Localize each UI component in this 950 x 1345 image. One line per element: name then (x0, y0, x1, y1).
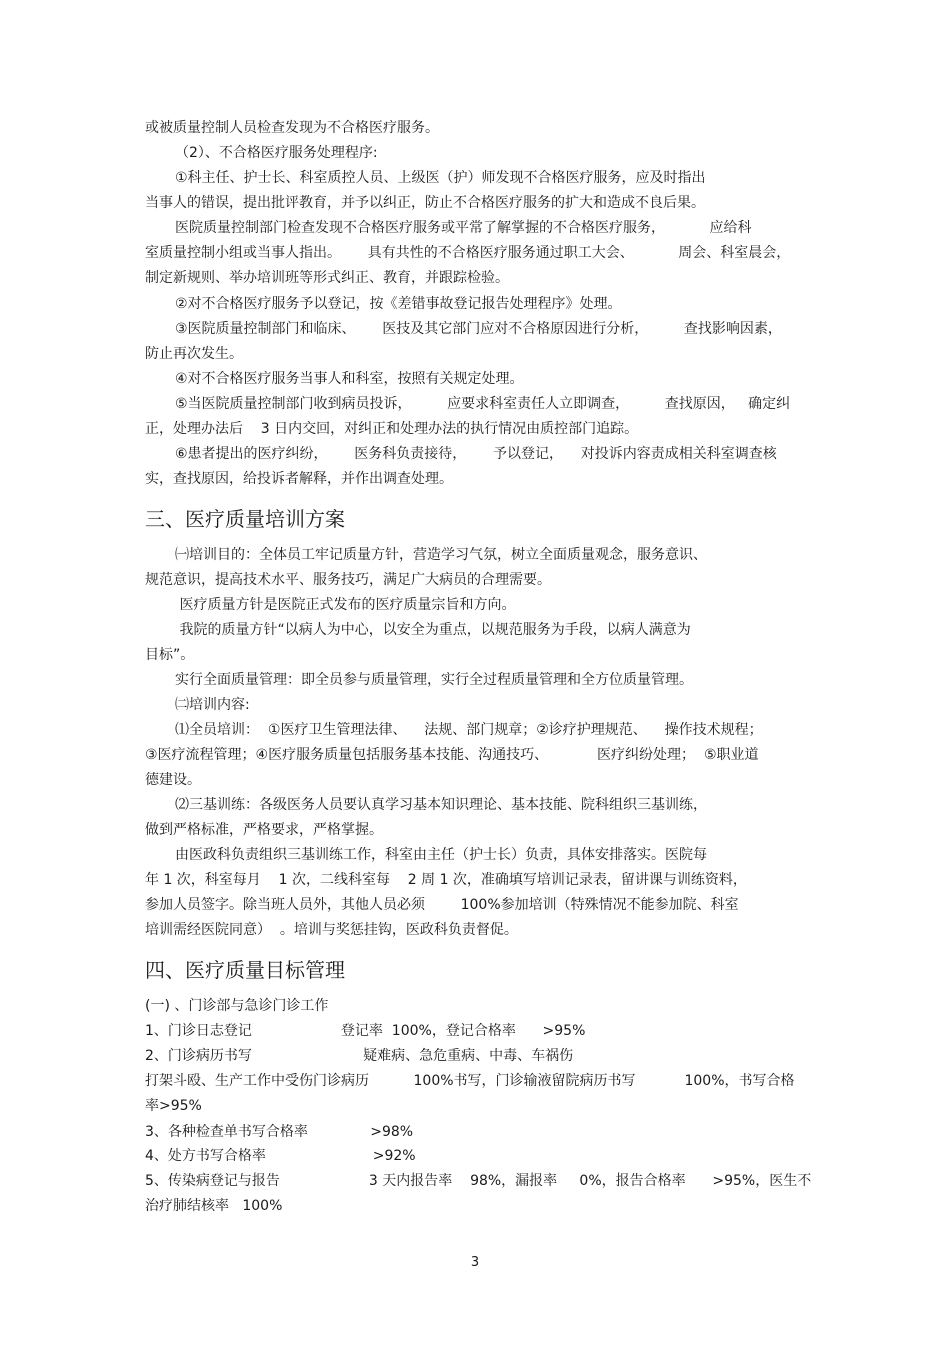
section-heading: 四、医疗质量目标管理 (145, 958, 345, 982)
text-line: ⑤当医院质量控制部门收到病员投诉， 应要求科室责任人立即调查， 查找原因， 确定纠 (175, 396, 791, 412)
text-line: 实行全面质量管理：即全员参与质量管理，实行全过程质量管理和全方位质量管理。 (175, 672, 693, 688)
text-line: ②对不合格医疗服务予以登记，按《差错事故登记报告处理程序》处理。 (175, 296, 622, 312)
text-line: 参加人员签字。除当班人员外，其他人员必须 100%参加培训（特殊情况不能参加院、科室 (145, 897, 739, 913)
text-line: （2）、不合格医疗服务处理程序: (175, 145, 378, 161)
text-line: 4、处方书写合格率 >92% (145, 1148, 416, 1164)
text-line: 5、传染病登记与报告 3 天内报告率 98%，漏报率 0%，报告合格率 >95%，医生不 (145, 1173, 812, 1189)
text-line: 当事人的错误，提出批评教育，并予以纠正，防止不合格医疗服务的扩大和造成不良后果。 (145, 195, 705, 211)
text-line: ①科主任、护士长、科室质控人员、上级医（护）师发现不合格医疗服务，应及时指出 (175, 170, 706, 186)
text-line: 培训需经医院同意） 。培训与奖惩挂钩，医政科负责督促。 (145, 922, 518, 938)
text-line: 年 1 次，科室每月 1 次，二线科室每 2 周 1 次，准确填写培训记录表，留讲课与训练资料， (145, 872, 747, 888)
text-line: 3、各种检查单书写合格率 >98% (145, 1124, 414, 1140)
text-line: 防止再次发生。 (145, 346, 243, 362)
text-line: 规范意识，提高技术水平、服务技巧，满足广大病员的合理需要。 (145, 572, 551, 588)
text-line: 医疗质量方针是医院正式发布的医疗质量宗旨和方向。 (175, 597, 516, 613)
text-line: 率>95% (145, 1098, 202, 1114)
text-line: 正，处理办法后 3 日内交回，对纠正和处理办法的执行情况由质控部门追踪。 (145, 421, 639, 437)
text-line: 德建设。 (145, 772, 201, 788)
text-line: 实，查找原因，给投诉者解释，并作出调查处理。 (145, 471, 453, 487)
text-line: ③医院质量控制部门和临床、 医技及其它部门应对不合格原因进行分析， 查找影响因素， (175, 321, 782, 337)
text-line: ⑵三基训练：各级医务人员要认真学习基本知识理论、基本技能、院科组织三基训练， (175, 797, 707, 813)
page-number: 3 (470, 1255, 480, 1270)
text-line: 做到严格标准，严格要求，严格掌握。 (145, 822, 383, 838)
text-line: 室质量控制小组或当事人指出。 具有共性的不合格医疗服务通过职工大会、 周会、科室晨会， (145, 245, 791, 261)
text-line: 医院质量控制部门检查发现不合格医疗服务或平常了解掌握的不合格医疗服务， 应给科 (175, 220, 752, 236)
text-line: ④对不合格医疗服务当事人和科室，按照有关规定处理。 (175, 371, 524, 387)
text-line: ③医疗流程管理；④医疗服务质量包括服务基本技能、沟通技巧、 医疗纠纷处理； ⑤职业道 (145, 747, 759, 763)
text-line: 目标”。 (145, 647, 195, 663)
text-line: ⑴全员培训： ①医疗卫生管理法律、 法规、部门规章；②诊疗护理规范、 操作技术规程； (175, 722, 763, 738)
text-line: ㈡培训内容: (175, 697, 250, 713)
text-line: 治疗肺结核率 100% (145, 1198, 283, 1214)
text-line: 制定新规则、举办培训班等形式纠正、教育，并跟踪检验。 (145, 270, 509, 286)
text-line: 由医政科负责组织三基训练工作，科室由主任（护士长）负责，具体安排落实。医院每 (175, 847, 707, 863)
text-line: 2、门诊病历书写 疑难病、急危重病、中毒、车祸伤 (145, 1048, 574, 1064)
text-line: 1、门诊日志登记 登记率 100%，登记合格率 >95% (145, 1023, 586, 1039)
text-line: (一) 、门诊部与急诊门诊工作 (145, 998, 329, 1014)
section-heading: 三、医疗质量培训方案 (145, 507, 345, 531)
text-line: 打架斗殴、生产工作中受伤门诊病历 100%书写，门诊输液留院病历书写 100%，书写合格 (145, 1073, 795, 1089)
text-line: ⑥患者提出的医疗纠纷， 医务科负责接待， 予以登记， 对投诉内容责成相关科室调查核 (175, 446, 777, 462)
text-line: 我院的质量方针“以病人为中心，以安全为重点，以规范服务为手段，以病人满意为 (175, 622, 691, 638)
text-line: 或被质量控制人员检查发现为不合格医疗服务。 (145, 120, 439, 136)
text-line: ㈠培训目的：全体员工牢记质量方针，营造学习气氛，树立全面质量观念，服务意识、 (175, 547, 707, 563)
